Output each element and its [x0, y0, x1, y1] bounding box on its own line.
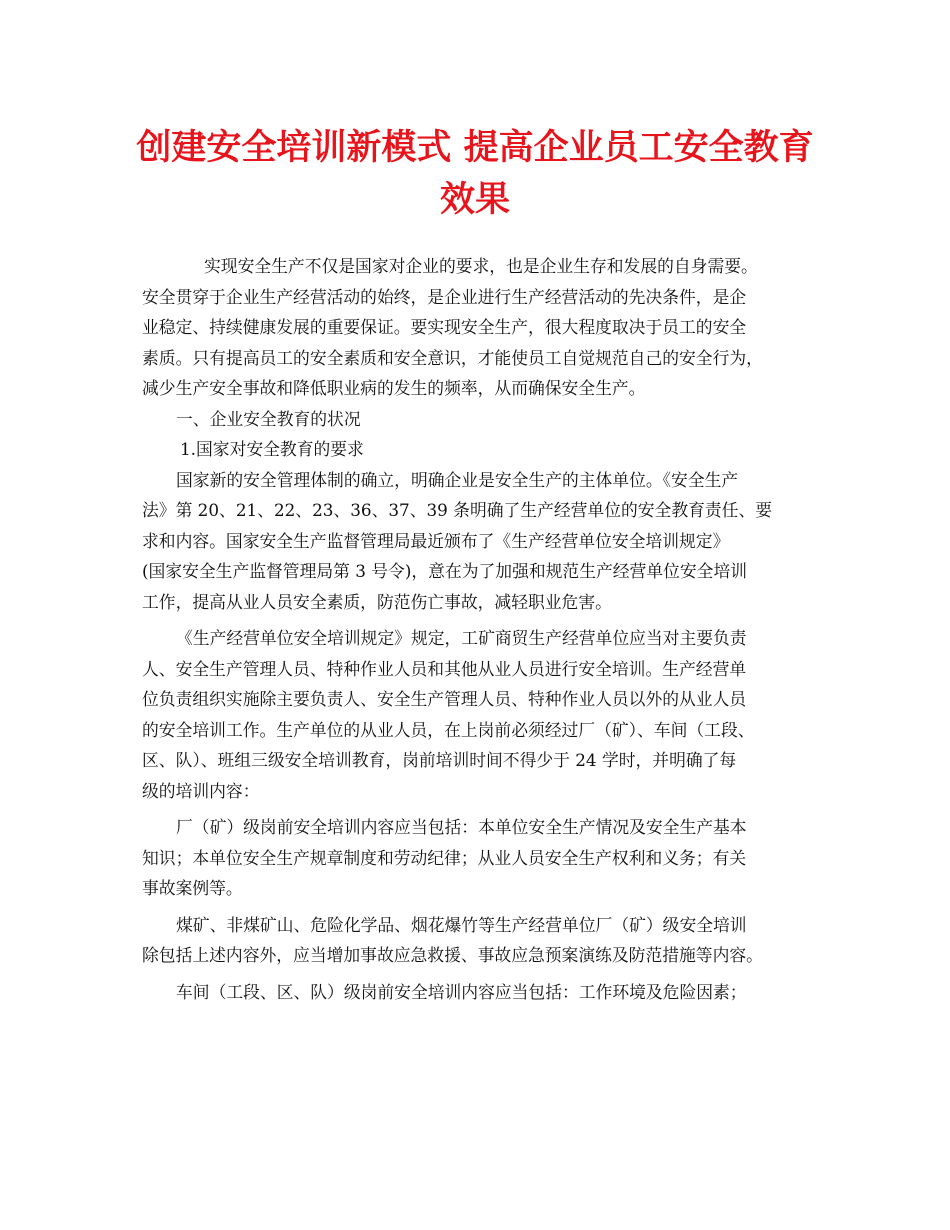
paragraph-intro: [142, 251, 817, 404]
text-line: 煤矿、非煤矿山、危险化学品、烟花爆竹等生产经营单位厂（矿）级安全培训: [176, 914, 747, 935]
text-line: 素质。只有提高员工的安全素质和安全意识，才能使员工自觉规范自己的安全行为，: [142, 347, 763, 368]
text-line: 业稳定、持续健康发展的重要保证。要实现安全生产，很大程度取决于员工的安全: [142, 317, 747, 337]
text-line: 减少生产安全事故和降低职业病的发生的频率，从而确保安全生产。: [142, 378, 646, 398]
title-line-1: 创建安全培训新模式 提高企业员工安全教育: [136, 128, 814, 168]
paragraph: [142, 623, 817, 806]
text-line: 区、队）、班组三级安全培训教育，岗前培训时间不得少于 24 学时，并明确了每: [142, 750, 737, 770]
text-line: 国家新的安全管理体制的确立，明确企业是安全生产的主体单位。《安全生产: [176, 469, 739, 490]
document-body: [142, 251, 817, 1007]
paragraph: [142, 465, 817, 618]
subsection-heading: [142, 434, 817, 465]
text-line: 级的培训内容：: [142, 780, 260, 801]
text-line: 事故案例等。: [142, 878, 243, 898]
text-line: 一、企业安全教育的状况: [176, 408, 361, 429]
text-line: (国家安全生产监督管理局第 3 号令)，意在为了加强和规范生产经营单位安全培训: [142, 561, 748, 581]
text-line: 工作，提高从业人员安全素质，防范伤亡事故，减轻职业危害。: [142, 591, 612, 612]
text-line: 《生产经营单位安全培训规定》规定，工矿商贸生产经营单位应当对主要负责: [176, 628, 747, 648]
text-line: 人、安全生产管理人员、特种作业人员和其他从业人员进行安全培训。生产经营单: [142, 658, 747, 679]
text-line: 位负责组织实施除主要负责人、安全生产管理人员、特种作业人员以外的从业人员: [142, 689, 747, 709]
text-line: 实现安全生产不仅是国家对企业的要求，也是企业生存和发展的自身需要。: [204, 256, 758, 276]
paragraph: [142, 977, 817, 1008]
title-line-2: 效果: [439, 180, 510, 220]
text-line: 法》第 20、21、22、23、36、37、39 条明确了生产经营单位的安全教育责任、要: [142, 500, 773, 520]
text-line: 安全贯穿于企业生产经营活动的始终，是企业进行生产经营活动的先决条件，是企: [142, 286, 747, 307]
text-line: 厂（矿）级岗前安全培训内容应当包括：本单位安全生产情况及安全生产基本: [176, 817, 747, 837]
paragraph: [142, 910, 817, 971]
section-heading: [142, 404, 817, 435]
text-line: 求和内容。国家安全生产监督管理局最近颁布了《生产经营单位安全培训规定》: [142, 530, 730, 551]
text-line: 知识；本单位安全生产规章制度和劳动纪律；从业人员安全生产权利和义务；有关: [142, 847, 747, 868]
text-line: 的安全培训工作。生产单位的从业人员，在上岗前必须经过厂（矿）、车间（工段、: [142, 719, 755, 740]
text-line: 1.国家对安全教育的要求: [180, 439, 364, 459]
text-line: 除包括上述内容外，应当增加事故应急救援、事故应急预案演练及防范措施等内容。: [142, 945, 763, 965]
document-title: [100, 122, 850, 226]
paragraph: [142, 812, 817, 904]
text-line: 车间（工段、区、队）级岗前安全培训内容应当包括：工作环境及危险因素；: [176, 981, 747, 1002]
